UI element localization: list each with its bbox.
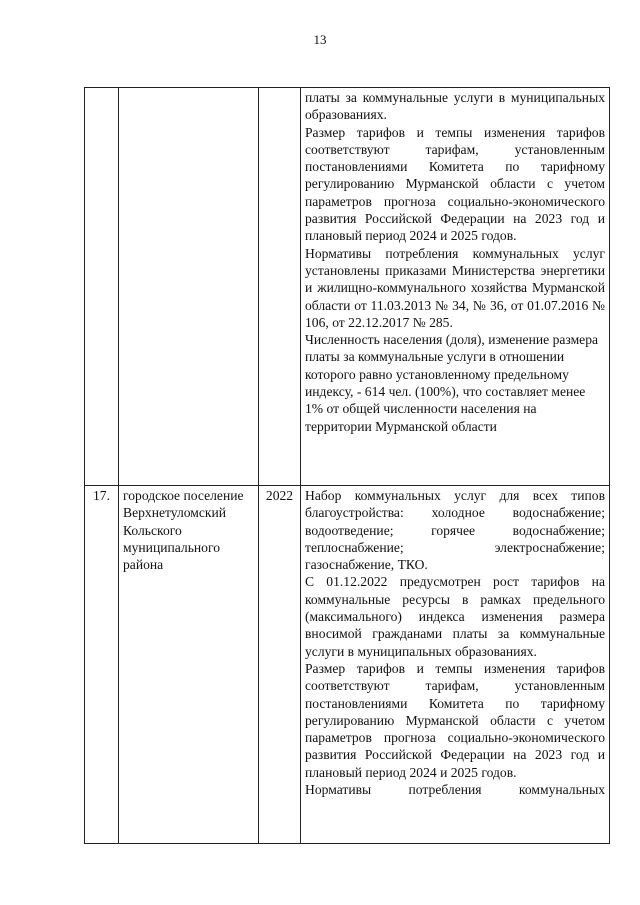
cell-year: 2022 <box>259 486 301 844</box>
page-number: 13 <box>313 32 327 47</box>
paragraph: Нормативы потребления коммунальных <box>305 782 605 798</box>
cell-municipality: городское поселение Верхнетуломский Кольского муниципального района <box>119 486 259 844</box>
table-row-17 <box>85 486 610 844</box>
cell-number <box>85 88 119 486</box>
paragraph: Набор коммунальных услуг для всех типов благоустройства: холодное водоснабжение; водоотведение; горячее водоснабжение; теплоснабжение; электроснабжение; газоснабжение, ТКО. <box>305 488 605 573</box>
cell-description <box>301 88 610 486</box>
paragraph: Размер тарифов и темпы изменения тарифов соответствуют тарифам, установленным постановлениями Комитета по тарифному регулированию Мурманской области с учетом параметров прогноза социально-экономического развития Российской Федерации на 2023 год и плановый период 2024 и 2025 годов. <box>305 660 605 780</box>
cell-number: 17. <box>85 486 119 844</box>
paragraph: Численность населения (доля), изменение размера платы за коммунальные услуги в отношении которого равно установленному предельному индексу, - 614 чел. (100%), что составляет менее 1% от общей численности населения на территории Мурманской области <box>305 332 599 434</box>
cell-description <box>301 486 610 844</box>
paragraph: Размер тарифов и темпы изменения тарифов соответствуют тарифам, установленным постановлениями Комитета по тарифному регулированию Мурманской области с учетом параметров прогноза социально-экономического развития Российской Федерации на 2023 год и плановый период 2024 и 2025 годов. <box>305 124 605 244</box>
cell-year <box>259 88 301 486</box>
paragraph: платы за коммунальные услуги в муниципальных образованиях. <box>305 90 605 123</box>
table-row-continued <box>85 88 610 486</box>
paragraph: Нормативы потребления коммунальных услуг установлены приказами Министерства энергетики и жилищно-коммунального хозяйства Мурманской области от 11.03.2013 № 34, № 36, от 01.07.2016 № 106, от 22.12.2017 № 285. <box>305 245 605 330</box>
tariff-table <box>84 87 610 844</box>
paragraph: С 01.12.2022 предусмотрен рост тарифов на коммунальные ресурсы в рамках предельного (максимального) индекса изменения размера вносимой гражданами платы за коммунальные услуги в муниципальных образованиях. <box>305 574 605 659</box>
cell-municipality <box>119 88 259 486</box>
